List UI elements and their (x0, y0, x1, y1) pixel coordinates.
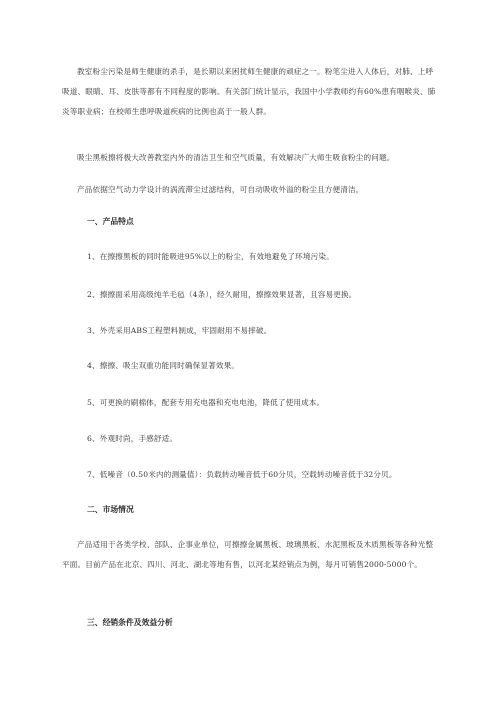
intro-paragraph-2: 吸尘黑板擦将极大改善教室内外的清洁卫生和空气质量，有效解决广大师生吸食粉尘的问题。 (77, 153, 395, 162)
feature-item-6: 6、外观时尚，手感舒适。 (87, 434, 178, 443)
section-heading-market: 二、市场情况 (87, 505, 134, 514)
feature-item-5: 5、可更换的刷棉体，配套专用充电器和充电电池，降低了使用成本。 (87, 398, 325, 407)
market-paragraph: 产品适用于各类学校、部队、企事业单位，可擦擦金属黑板、玻璃黑板、水泥黑板及木质黑板等各种光整平面。目前产品在北京、四川、河北、湖北等地有售，以河北某经销点为例，每月可销售2000-5000个。 (62, 540, 434, 569)
feature-item-1: 1、在擦擦黑板的同时能吸进95%以上的粉尘，有效地避免了环境污染。 (87, 252, 334, 261)
intro-paragraph-3: 产品依据空气动力学设计的涡流滞尘过滤结构，可自动吸收外溢的粉尘且方便清洁。 (77, 185, 364, 194)
feature-item-4: 4、擦擦、吸尘双重功能同时确保显著效果。 (87, 361, 240, 370)
section-heading-terms: 三、经销条件及效益分析 (87, 618, 173, 627)
feature-item-2: 2、擦擦面采用高级纯羊毛毡（4条），经久耐用，擦擦效果显著，且容易更换。 (87, 290, 357, 299)
feature-item-7: 7、低噪音（0.50米内的测量值）：负载转动噪音低于60分贝，空载转动噪音低于32分贝。 (87, 470, 397, 479)
feature-item-3: 3、外壳采用ABS工程塑料制成，牢固耐用不易摔破。 (87, 326, 272, 335)
intro-paragraph-1: 教室粉尘污染是师生健康的杀手，是长期以来困扰师生健康的顽症之一。粉笔尘进入人体后，对肺、上呼吸道、眼睛、耳、皮肤等都有不同程度的影响。有关部门统计显示，我国中小学教师约有60%患有咽喉炎、肺炎等职业病；在校师生患呼吸道疾病的比例也高于一般人群。 (62, 67, 436, 116)
section-heading-features: 一、产品特点 (87, 217, 134, 226)
